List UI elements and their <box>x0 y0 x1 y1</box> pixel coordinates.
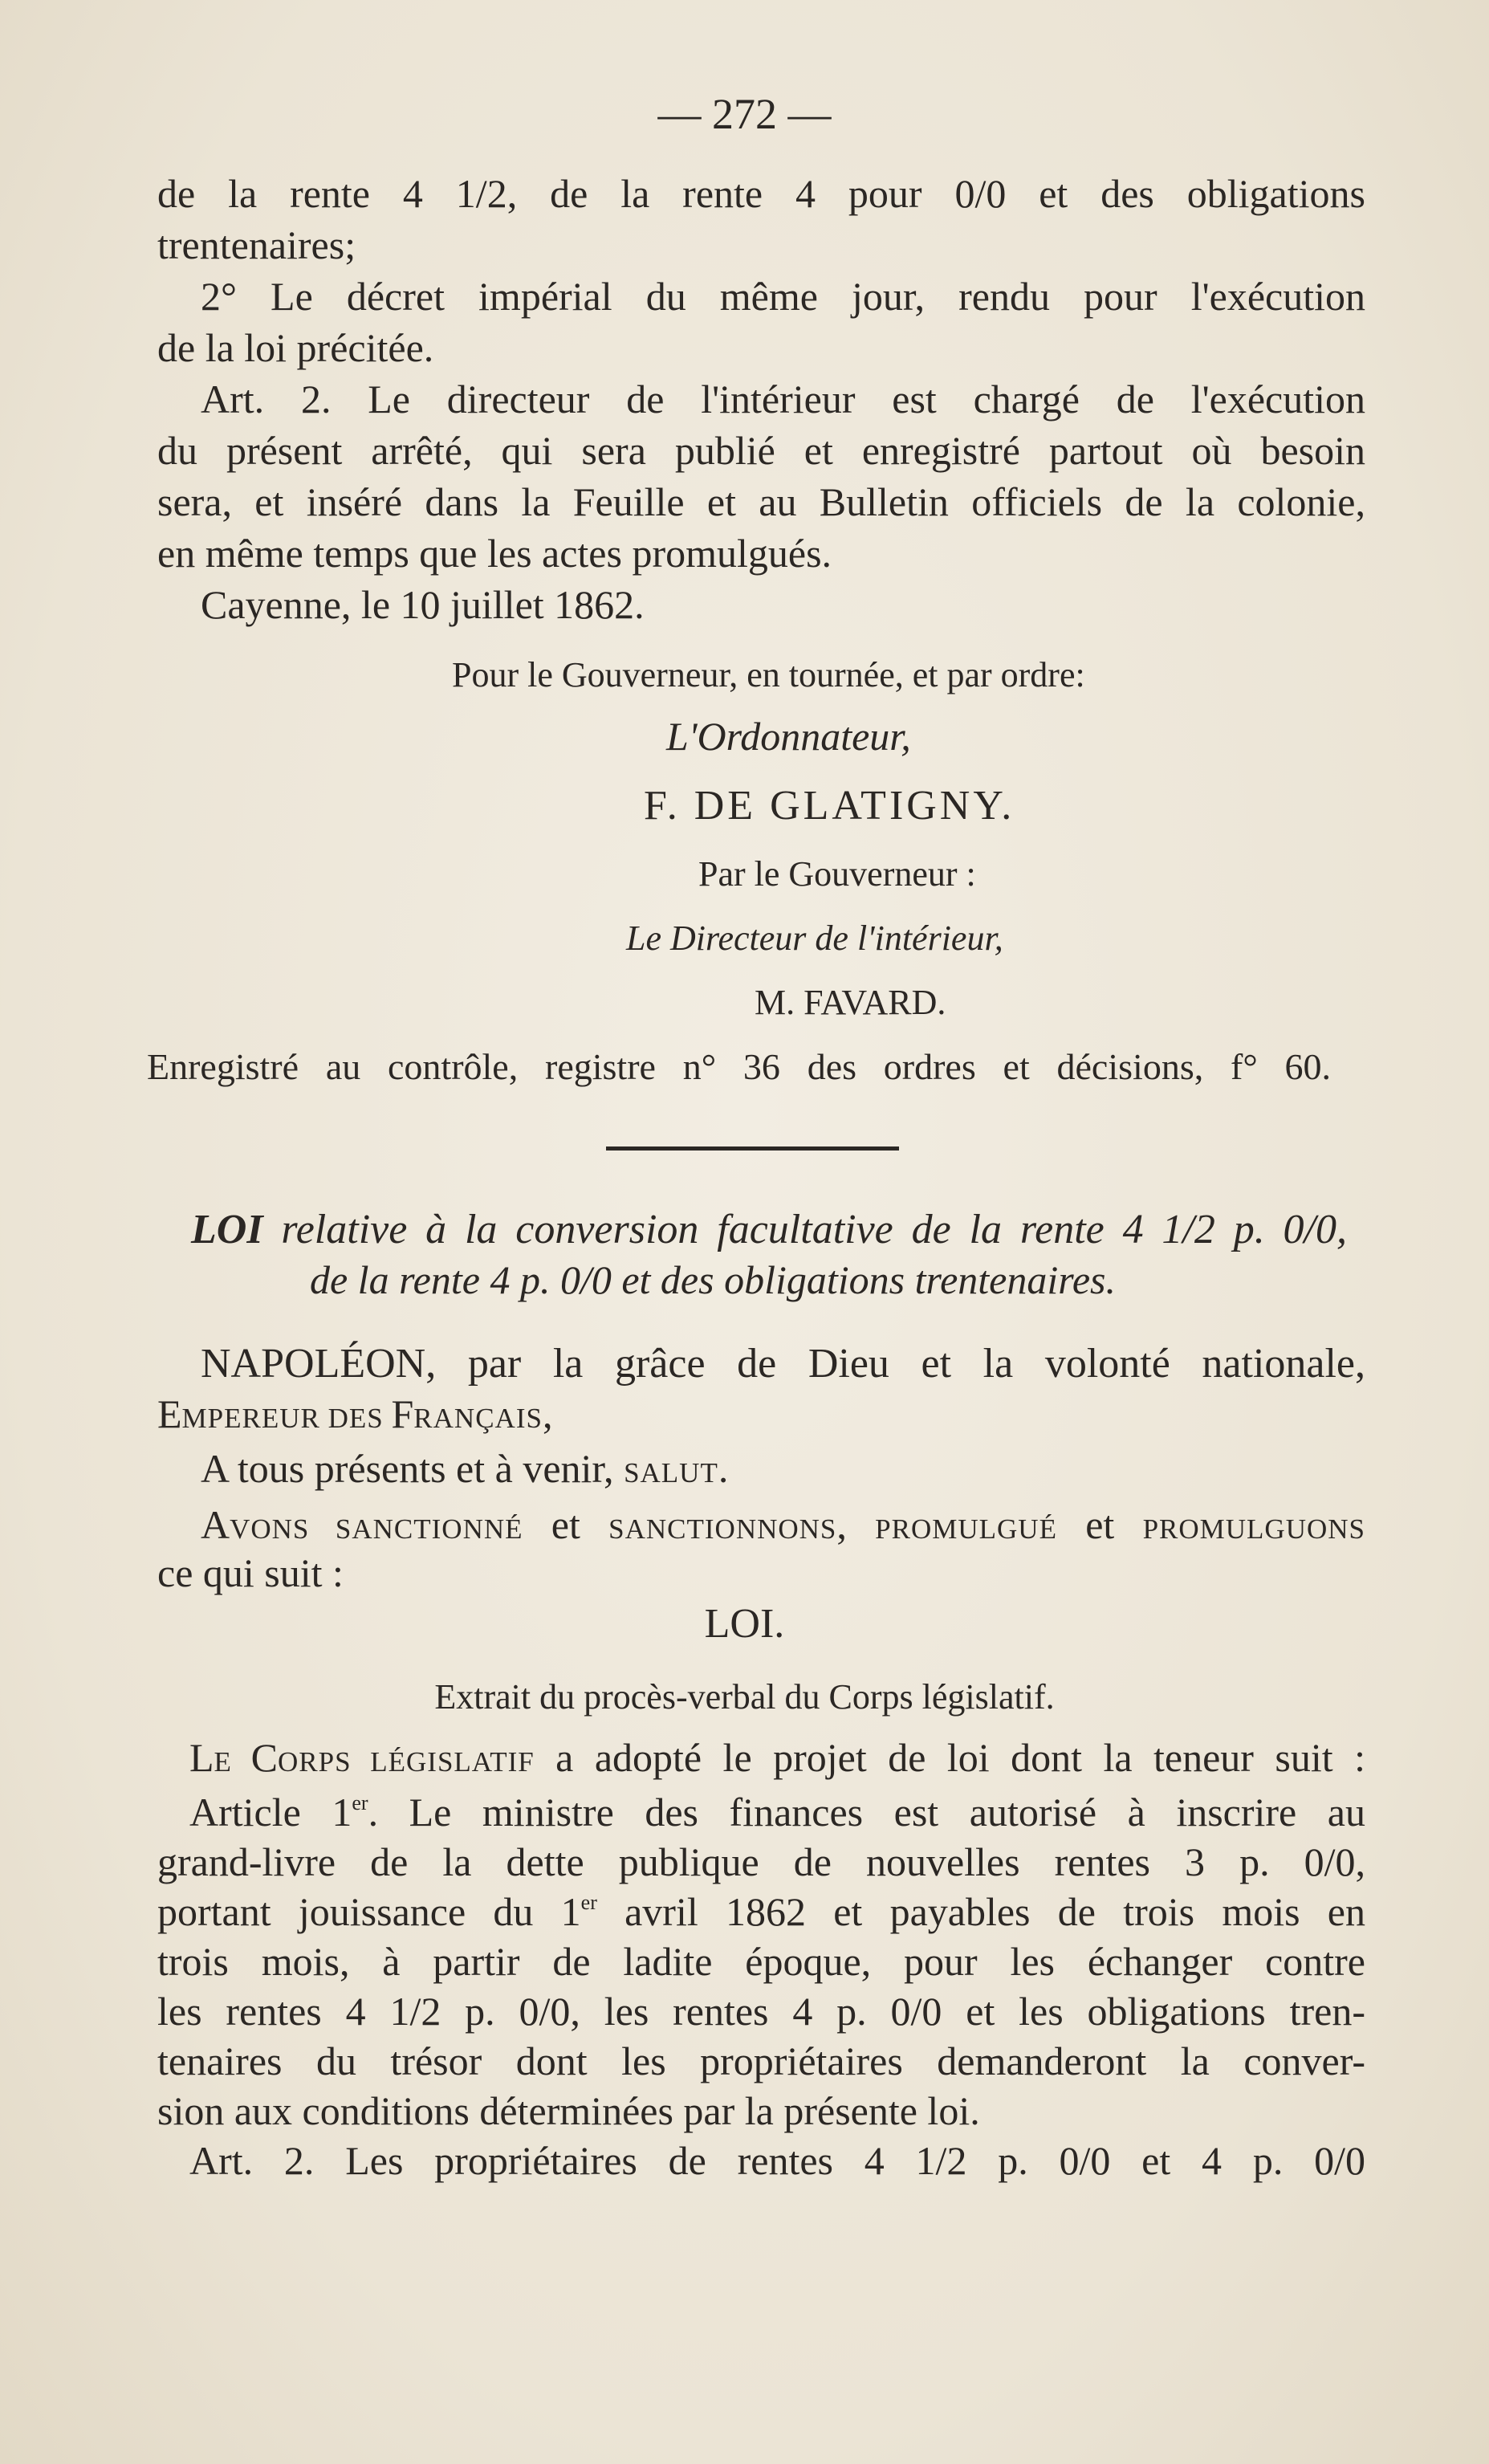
text-line: Art. 2. Le directeur de l'intérieur est chargé de l'exécution <box>201 377 1365 422</box>
signature-line: Pour le Gouverneur, en tournée, et par ordre: <box>452 655 1085 694</box>
text-line: 2° Le décret impérial du même jour, rendu pour l'exécution <box>201 274 1365 319</box>
article-line: Art. 2. Les propriétaires de rentes 4 1/2 p. 0/0 et 4 p. 0/0 <box>189 2138 1365 2183</box>
preamble-line: A tous présents et à venir, SALUT. <box>201 1446 729 1491</box>
page-number: — 272 — <box>657 90 832 138</box>
preamble-line: NAPOLÉON, par la grâce de Dieu et la volonté nationale, <box>201 1341 1365 1387</box>
signature-title: Le Directeur de l'intérieur, <box>626 918 1003 958</box>
law-title-rest: relative à la conversion facultative de la rente 4 1/2 p. 0/0, <box>262 1207 1347 1252</box>
law-title-bold: LOI <box>191 1207 263 1252</box>
article-line: Article 1er. Le ministre des finances est autorisé à inscrire au <box>189 1790 1365 1835</box>
text-line: de la loi précitée. <box>157 325 434 370</box>
preamble-line: EMPEREUR DES FRANÇAIS, <box>157 1391 553 1436</box>
signatory-name: M. FAVARD. <box>755 983 946 1022</box>
article-line: sion aux conditions déterminées par la présente loi. <box>157 2088 980 2133</box>
text-line: du présent arrêté, qui sera publié et enregistré partout où besoin <box>157 428 1365 473</box>
article-line: les rentes 4 1/2 p. 0/0, les rentes 4 p. 0/0 et les obligations tren- <box>157 1989 1365 2034</box>
preamble-line: ce qui suit : <box>157 1550 344 1595</box>
signature-title: L'Ordonnateur, <box>666 714 911 759</box>
text-line: sera, et inséré dans la Feuille et au Bulletin officiels de la colonie, <box>157 479 1365 524</box>
corps-line: LE CORPS LÉGISLATIF a adopté le projet de loi dont la teneur suit : <box>189 1735 1365 1780</box>
article-line: portant jouissance du 1er avril 1862 et payables de trois mois en <box>157 1889 1366 1934</box>
text-line: en même temps que les actes promulgués. <box>157 531 832 576</box>
text-line: de la rente 4 1/2, de la rente 4 pour 0/0 et des obligations <box>157 171 1365 216</box>
law-title <box>191 1207 1347 1253</box>
section-divider <box>606 1146 899 1151</box>
registration-note: Enregistré au contrôle, registre n° 36 des ordres et décisions, f° 60. <box>147 1046 1331 1087</box>
place-date: Cayenne, le 10 juillet 1862. <box>201 582 645 627</box>
text-line: trentenaires; <box>157 222 356 267</box>
section-heading: LOI. <box>704 1601 785 1647</box>
preamble-line: AVONS SANCTIONNÉ et SANCTIONNONS, PROMULGUÉ et PROMULGUONS <box>201 1502 1365 1547</box>
signatory-name: F. DE GLATIGNY. <box>644 783 1015 829</box>
signature-line: Par le Gouverneur : <box>698 854 976 894</box>
article-line: trois mois, à partir de ladite époque, pour les échanger contre <box>157 1939 1365 1984</box>
article-line: tenaires du trésor dont les propriétaires demanderont la conver- <box>157 2038 1365 2083</box>
extract-line: Extrait du procès-verbal du Corps législatif. <box>434 1677 1055 1717</box>
law-title-line2: de la rente 4 p. 0/0 et des obligations trentenaires. <box>309 1257 1117 1302</box>
article-line: grand-livre de la dette publique de nouvelles rentes 3 p. 0/0, <box>157 1839 1365 1884</box>
